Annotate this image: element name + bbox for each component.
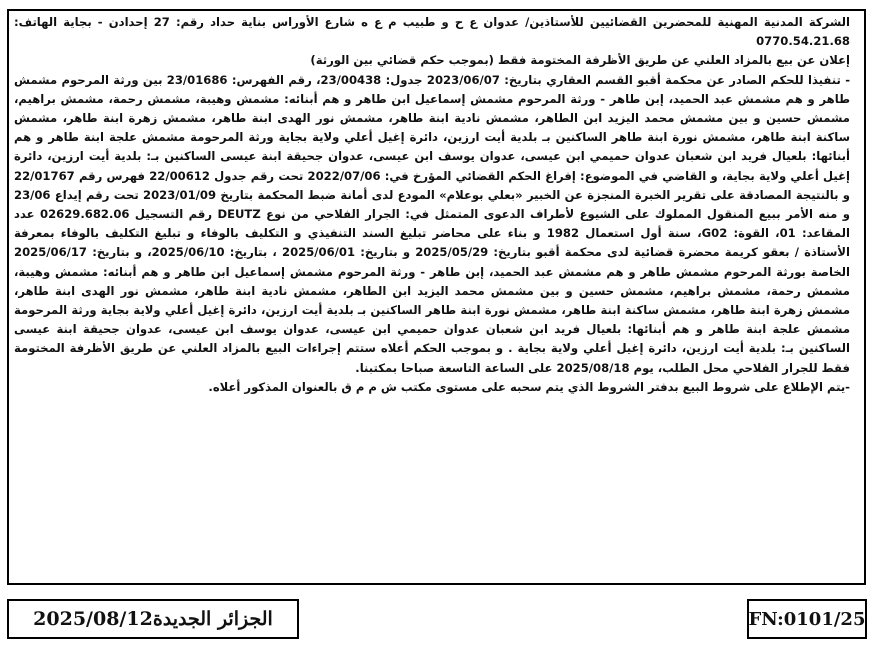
notice-paragraph-1: - تنفيذا للحكم الصادر عن محكمة أقبو القسم العقاري بتاريخ: 2023/06/07 جدول: 23/00438، رقم الفهرس: 23/01686 بين ورثة المرحوم مشمش طاهر و هم مشمش عبد الحميد، إبن طاهر - ورثة المرحوم مشمش إسماعيل ابن طاهر و هم أبنائه: مشمش وهيبة، مشمش رحمة، مشمش براهيم، مشمش حسين و بين مشمش محمد اليزيد ابن الطاهر، مشمش نادية ابنة طاهر، مشمش نور الهدى ابنة طاهر، مشمش زهرة ابنة طاهر، مشمش ساكنة ابنة طاهر، مشمش نورة ابنة طاهر الساكنين بـ بلدية أيت ارزين، دائرة إغيل أعلي ولاية بجاية ورثة المرحومة مشمش علجة ابنة طاهر و هم أبنائها: بلعيال فريد ابن شعبان عدوان حميمي ابن عيسى، عدوان يوسف ابن عيسى، عدوان جحيقة ابنة عيسى الساكنين بـ: بلدية أيت ارزين، دائرة إغيل أعلي ولاية بجاية، و القاضي في الموضوع: إفراغ الحكم القضائي المؤرخ في: 2022/07/06 تحت رقم جدول 22/00612 فهرس رقم 22/01767 و بالنتيجة المصادقة على تقرير الخبرة المنجزة عن الخبير «بعلي بوعلام» المودع لدى أمانة ضبط المحكمة بتاريخ 2023/01/09 تحت رقم إيداع 23/06 و منه الأمر ببيع المنقول المملوك على الشيوع لأطراف الدعوى المتمثل في: الجرار الفلاحي من نوع DEUTZ رقم التسجيل 02629.682.06 عدد المقاعد: 01، القوة: G02، سنة أول استعمال 1982 و بناء على محاضر تبليغ السند التنفيذي و التكليف بالوفاء و تبليغ التكليف بالوفاء بمعرفة الأستاذة / بعقو كريمة محضرة قضائية لدى محكمة أقبو بتاريخ: 2025/05/29 و بتاريخ: 2025/06/01 ، بتاريخ: 2025/06/10، و بتاريخ: 2025/06/17 الخاصة بورثة المرحوم مشمش طاهر و هم مشمش عبد الحميد، إبن طاهر - ورثة المرحوم مشمش إسماعيل ابن طاهر و هم أبنائه: مشمش وهيبة، مشمش رحمة، مشمش براهيم، مشمش حسين و بين مشمش محمد اليزيد ابن الطاهر، مشمش نادية ابنة طاهر، مشمش نور الهدى ابنة طاهر، مشمش زهرة ابنة طاهر، مشمش ساكنة ابنة طاهر، مشمش نورة ابنة طاهر الساكنين بـ بلدية أيت ارزين، دائرة إغيل أعلي ولاية بجاية ورثة المرحومة مشمش علجة ابنة طاهر و هم أبنائها: بلعيال فريد ابن شعبان عدوان حميمي ابن عيسى، عدوان يوسف ابن عيسى، عدوان جحيقة ابنة عيسى الساكنين بـ: بلدية أيت ارزين، دائرة إغيل أعلي ولاية بجاية . و بموجب الحكم أعلاه ستتم إجراءات البيع بالمزاد العلني عن طريق الأظرفة المختومة فقط للجرار الفلاحي محل الطلب، يوم 2025/08/18 على الساعة التاسعة صباحا بمكتبنا. xyxy=(14,72,851,375)
notice-header: الشركة المدنية المهنية للمحضرين القضائيين للأستاذين/ عدوان ع ح و طبيب م ع ه شارع الأوراس بناية حداد رقم: 27 إحدادن - بجاية الهاتف: 0770.54.21.68 xyxy=(14,15,850,49)
reference-number: FN:0101/25 xyxy=(748,608,866,630)
notice-title: إعلان عن بيع بالمزاد العلني عن طريق الأظرفة المختومة فقط (بموجب حكم قضائي بين الورثة) xyxy=(310,53,850,68)
newspaper-box xyxy=(7,599,299,639)
notice-paragraph-2: -يتم الإطلاع على شروط البيع بدفتر الشروط الذي يتم سحبه على مستوى مكتب ش م م ق بالعنوان المذكور أعلاه. xyxy=(208,379,850,394)
publication-date: 2025/08/12 xyxy=(33,608,153,630)
newspaper-name: الجزائر الجديدة xyxy=(152,608,273,630)
notice-body xyxy=(14,13,850,397)
reference-box xyxy=(747,599,867,639)
